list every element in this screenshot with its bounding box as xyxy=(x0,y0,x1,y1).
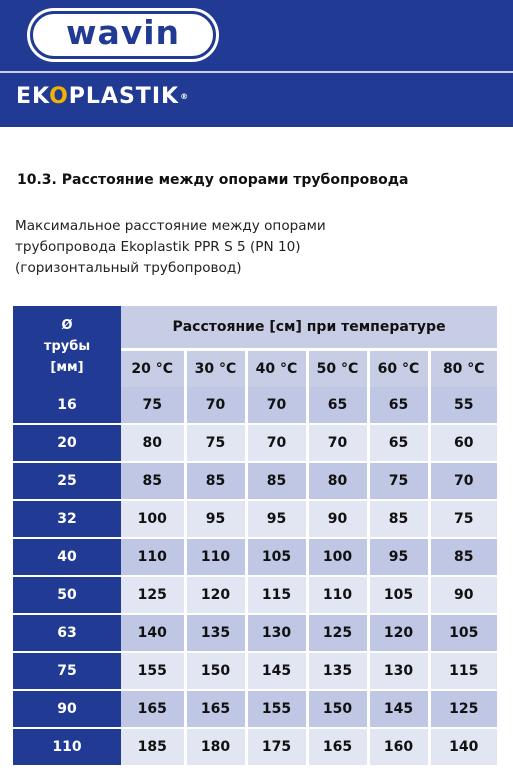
value-cell: 135 xyxy=(307,652,368,690)
value-cell: 70 xyxy=(429,462,497,500)
diameter-header-symbol: Ø xyxy=(61,318,73,333)
value-cell: 85 xyxy=(121,462,185,500)
diameter-cell: 50 xyxy=(13,576,121,614)
description-line-2: трубопровода Ekoplastik PPR S 5 (PN 10) xyxy=(15,239,301,255)
value-cell: 60 xyxy=(429,424,497,462)
description-line-1: Максимальное расстояние между опорами xyxy=(15,218,326,234)
value-cell: 65 xyxy=(307,387,368,424)
value-cell: 150 xyxy=(307,690,368,728)
value-cell: 145 xyxy=(246,652,307,690)
value-cell: 75 xyxy=(121,387,185,424)
value-cell: 65 xyxy=(368,424,429,462)
value-cell: 100 xyxy=(121,500,185,538)
temp-header: 60 °C xyxy=(368,350,429,388)
wavin-logo xyxy=(27,8,219,62)
temp-header: 80 °C xyxy=(429,350,497,388)
temp-header: 40 °C xyxy=(246,350,307,388)
value-cell: 125 xyxy=(429,690,497,728)
ekoplastik-logo-rest: PLASTIK xyxy=(68,84,180,109)
value-cell: 165 xyxy=(185,690,246,728)
diameter-header xyxy=(13,306,121,387)
value-cell: 135 xyxy=(185,614,246,652)
span-header: Расстояние [см] при температуре xyxy=(121,306,497,350)
diameter-cell: 25 xyxy=(13,462,121,500)
value-cell: 165 xyxy=(121,690,185,728)
value-cell: 65 xyxy=(368,387,429,424)
value-cell: 80 xyxy=(307,462,368,500)
table-row xyxy=(13,614,497,652)
table-row xyxy=(13,424,497,462)
temp-header: 30 °C xyxy=(185,350,246,388)
value-cell: 70 xyxy=(307,424,368,462)
brand-header xyxy=(0,0,513,127)
value-cell: 90 xyxy=(307,500,368,538)
ekoplastik-logo-prefix: EK xyxy=(16,84,50,109)
ekoplastik-logo xyxy=(16,84,189,110)
table-row xyxy=(13,728,497,765)
value-cell: 110 xyxy=(121,538,185,576)
table-row xyxy=(13,576,497,614)
value-cell: 110 xyxy=(307,576,368,614)
table-row xyxy=(13,387,497,424)
value-cell: 115 xyxy=(246,576,307,614)
value-cell: 90 xyxy=(429,576,497,614)
value-cell: 125 xyxy=(307,614,368,652)
value-cell: 75 xyxy=(185,424,246,462)
value-cell: 165 xyxy=(307,728,368,765)
value-cell: 180 xyxy=(185,728,246,765)
table-row xyxy=(13,500,497,538)
table-row xyxy=(13,538,497,576)
value-cell: 80 xyxy=(121,424,185,462)
value-cell: 85 xyxy=(429,538,497,576)
value-cell: 55 xyxy=(429,387,497,424)
diameter-header-word: трубы xyxy=(43,339,91,354)
value-cell: 155 xyxy=(121,652,185,690)
value-cell: 140 xyxy=(121,614,185,652)
value-cell: 150 xyxy=(185,652,246,690)
value-cell: 85 xyxy=(246,462,307,500)
diameter-cell: 110 xyxy=(13,728,121,765)
value-cell: 160 xyxy=(368,728,429,765)
value-cell: 70 xyxy=(246,387,307,424)
value-cell: 155 xyxy=(246,690,307,728)
value-cell: 120 xyxy=(368,614,429,652)
value-cell: 185 xyxy=(121,728,185,765)
diameter-cell: 75 xyxy=(13,652,121,690)
value-cell: 100 xyxy=(307,538,368,576)
value-cell: 70 xyxy=(246,424,307,462)
support-distance-table xyxy=(13,306,497,765)
ekoplastik-logo-o: O xyxy=(49,84,69,109)
value-cell: 70 xyxy=(185,387,246,424)
header-divider xyxy=(0,71,513,73)
value-cell: 75 xyxy=(368,462,429,500)
value-cell: 145 xyxy=(368,690,429,728)
diameter-cell: 90 xyxy=(13,690,121,728)
value-cell: 140 xyxy=(429,728,497,765)
table-row xyxy=(13,690,497,728)
value-cell: 85 xyxy=(368,500,429,538)
section-title: 10.3. Расстояние между опорами трубопровода xyxy=(17,172,409,188)
value-cell: 105 xyxy=(246,538,307,576)
temp-header: 50 °C xyxy=(307,350,368,388)
value-cell: 105 xyxy=(368,576,429,614)
value-cell: 95 xyxy=(185,500,246,538)
table-row xyxy=(13,652,497,690)
value-cell: 75 xyxy=(429,500,497,538)
value-cell: 115 xyxy=(429,652,497,690)
wavin-logo-text: wavin xyxy=(65,13,181,52)
value-cell: 105 xyxy=(429,614,497,652)
value-cell: 95 xyxy=(246,500,307,538)
diameter-cell: 16 xyxy=(13,387,121,424)
temp-header: 20 °C xyxy=(121,350,185,388)
table-row xyxy=(13,462,497,500)
diameter-cell: 63 xyxy=(13,614,121,652)
description-line-3: (горизонтальный трубопровод) xyxy=(15,260,242,276)
value-cell: 95 xyxy=(368,538,429,576)
description xyxy=(15,216,435,279)
value-cell: 125 xyxy=(121,576,185,614)
value-cell: 85 xyxy=(185,462,246,500)
diameter-cell: 40 xyxy=(13,538,121,576)
diameter-cell: 32 xyxy=(13,500,121,538)
value-cell: 130 xyxy=(246,614,307,652)
registered-mark: ® xyxy=(180,92,190,101)
value-cell: 130 xyxy=(368,652,429,690)
diameter-header-unit: [мм] xyxy=(50,360,84,375)
value-cell: 175 xyxy=(246,728,307,765)
value-cell: 110 xyxy=(185,538,246,576)
diameter-cell: 20 xyxy=(13,424,121,462)
value-cell: 120 xyxy=(185,576,246,614)
